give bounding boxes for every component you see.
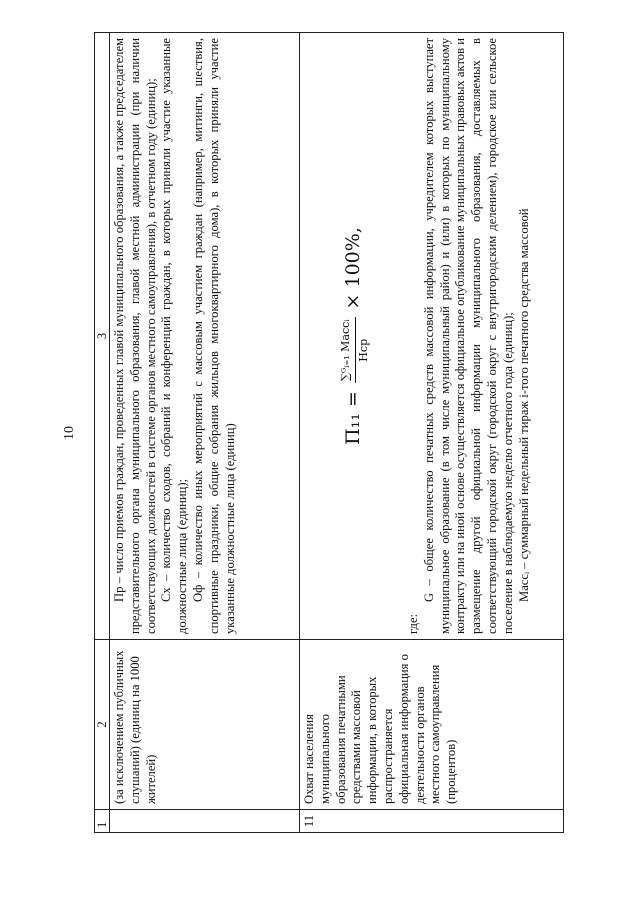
table-row (300, 33, 564, 833)
sx-definition: Сх – количество сходов, собраний и конференций граждан, в которых приняли участие указанные должностные лица (единиц); (159, 38, 190, 634)
table-row (110, 33, 300, 833)
header-col-3: 3 (95, 33, 110, 640)
description (110, 33, 300, 640)
g-definition: G – общее количество печатных средств массовой информации, учредителем которых выступает муниципальное образование (в том числе муниципальный район) и (или) в которых по муниципальному контракту или на иной основе осуществляется официальное опубликование муниципальных правовых актов и размещение другой официальной информации муниципального образования, доставляемых в соответствующий городской округ (городской округ с внутригородским делением), городское или сельское поселение в наблюдаемую неделю отчетного года (единиц); (421, 38, 515, 634)
row-number: 11 (300, 810, 564, 833)
row-number (110, 810, 300, 833)
indicator-name: (за исключением публичных слушаний) (единиц на 1000 жителей) (110, 640, 300, 810)
rotated-table-wrapper (94, 33, 579, 833)
description (300, 33, 564, 640)
formula-numerator: ∑ᴳᵢ₌₁ Массᵢ (338, 317, 356, 383)
formula (302, 38, 406, 634)
formula-lhs: П₁₁ = (342, 391, 365, 445)
page-number: 10 (62, 426, 77, 440)
formula-denominator: Нср (356, 338, 370, 362)
header-col-2: 2 (95, 640, 110, 810)
header-col-1: 1 (95, 810, 110, 833)
where-label: где: (406, 613, 420, 634)
formula-fraction (338, 317, 371, 383)
formula-rhs: × 100%, (342, 227, 365, 310)
header-row (95, 33, 110, 833)
of-definition: Оф – количество иных мероприятий с массовым участием граждан (например, митинги, шествия, спортивные праздники, общие собрания жильцов многоквартирного дома), в которых приняли участие указанные должностные лица (единиц) (190, 38, 237, 634)
indicator-name: Охват населения муниципального образования печатными средствами массовой информации, в которых распространяется официальная информация о деятельности органов местного самоуправления (процентов) (300, 640, 564, 810)
indicator-table (94, 32, 564, 833)
mass-definition: Массᵢ – суммарный недельный тираж i-того печатного средства массовой (516, 208, 531, 602)
pr-definition: Пр – число приемов граждан, проведенных главой муниципального образования, а также председателем представительного органа муниципального образования, главой местной администрации (при наличии соответствующих должностей в системе органов местного самоуправления), в отчетном году (единиц); (112, 38, 158, 634)
